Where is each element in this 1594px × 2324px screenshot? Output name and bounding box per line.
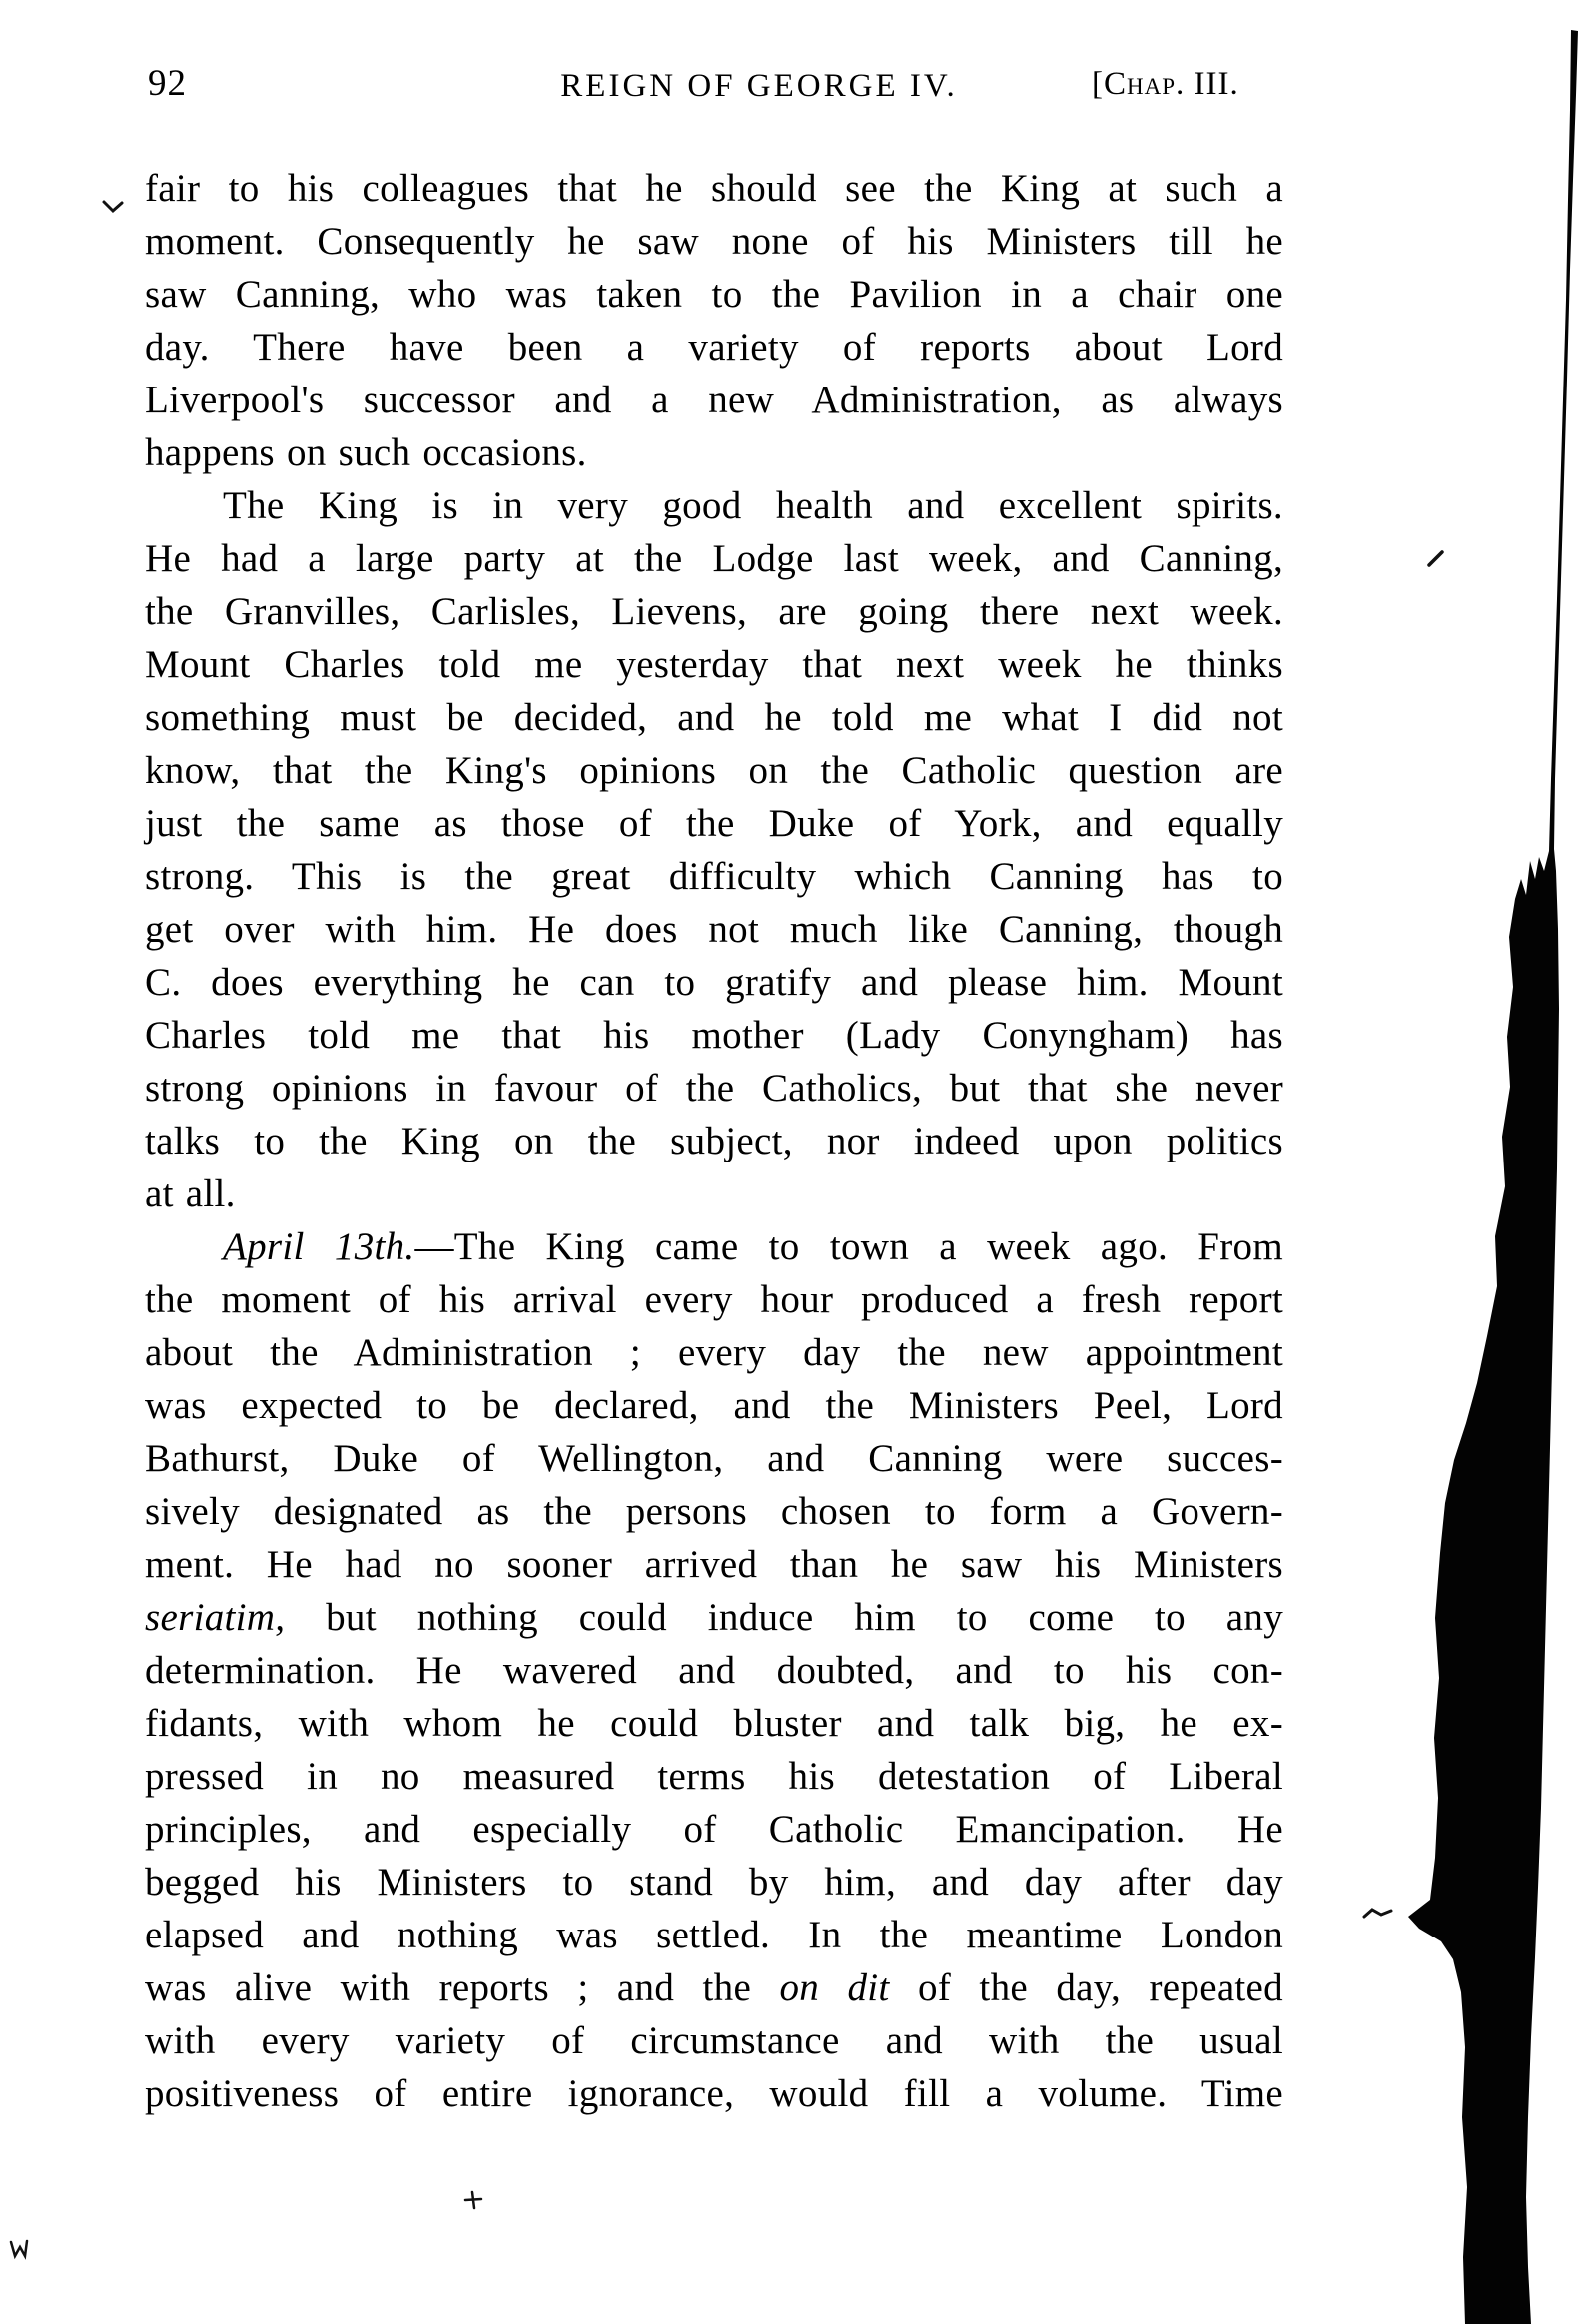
text-segment: The King is in very good health and excellent spirits. xyxy=(223,484,1283,527)
text-line xyxy=(145,1009,1283,1062)
text-segment: determination. He wavered and doubted, and to his con- xyxy=(145,1649,1283,1692)
text-line xyxy=(145,1379,1283,1432)
running-title: REIGN OF GEORGE IV. xyxy=(560,68,958,104)
text-line xyxy=(145,1803,1283,1856)
text-segment: the moment of his arrival every hour produced a fresh report xyxy=(145,1278,1283,1321)
ink-speck-bottom-left xyxy=(11,2241,27,2256)
pen-tick-right-margin xyxy=(1429,552,1442,565)
italic-text-segment: on dit xyxy=(779,1966,890,2009)
text-segment: Charles told me that his mother (Lady Conyngham) has xyxy=(145,1014,1283,1057)
text-line xyxy=(145,1326,1283,1379)
text-segment: sively designated as the persons chosen to form a Govern- xyxy=(145,1490,1283,1533)
text-line xyxy=(145,1062,1283,1115)
text-segment: principles, and especially of Catholic Emancipation. He xyxy=(145,1808,1283,1851)
text-line xyxy=(145,1644,1283,1697)
text-line xyxy=(145,321,1283,374)
text-line xyxy=(145,479,1283,532)
text-segment: positiveness of entire ignorance, would fill a volume. Time xyxy=(145,2072,1283,2115)
italic-text-segment: seriatim, xyxy=(145,1596,286,1639)
text-line xyxy=(145,956,1283,1009)
text-line xyxy=(145,1856,1283,1909)
ink-speck-bottom-center xyxy=(465,2192,481,2208)
text-line xyxy=(145,532,1283,585)
text-segment: happens on such occasions. xyxy=(145,431,587,474)
text-line xyxy=(145,1485,1283,1538)
page-text xyxy=(145,162,1283,2120)
text-line xyxy=(145,2014,1283,2067)
text-segment: with every variety of circumstance and with the usual xyxy=(145,2019,1283,2062)
text-line xyxy=(145,1750,1283,1803)
text-segment: elapsed and nothing was settled. In the meantime London xyxy=(145,1914,1283,1956)
text-line xyxy=(145,374,1283,426)
text-line xyxy=(145,1220,1283,1273)
text-line xyxy=(145,268,1283,321)
text-line xyxy=(145,1273,1283,1326)
text-segment: saw Canning, who was taken to the Pavilion in a chair one xyxy=(145,273,1283,316)
text-line xyxy=(145,1167,1283,1220)
text-segment: know, that the King's opinions on the Catholic question are xyxy=(145,749,1283,792)
text-segment: fair to his colleagues that he should see the King at such a xyxy=(145,167,1283,210)
text-line xyxy=(145,1591,1283,1644)
text-line xyxy=(145,1538,1283,1591)
pen-tick-left-margin xyxy=(104,202,122,211)
text-line xyxy=(145,2067,1283,2120)
text-segment: strong. This is the great difficulty which Canning has to xyxy=(145,855,1283,898)
text-line xyxy=(145,585,1283,638)
chapter-marker: [Chap. III. xyxy=(1092,66,1239,102)
text-line xyxy=(145,215,1283,268)
text-segment: was expected to be declared, and the Ministers Peel, Lord xyxy=(145,1384,1283,1427)
text-segment: talks to the King on the subject, nor indeed upon politics xyxy=(145,1120,1283,1162)
text-segment: pressed in no measured terms his detestation of Liberal xyxy=(145,1755,1283,1798)
text-line xyxy=(145,1115,1283,1167)
text-segment: something must be decided, and he told me what I did not xyxy=(145,696,1283,739)
text-line xyxy=(145,903,1283,956)
text-segment: of the day, repeated xyxy=(889,1966,1283,2009)
text-segment: strong opinions in favour of the Catholics, but that she never xyxy=(145,1067,1283,1110)
text-segment: fidants, with whom he could bluster and talk big, he ex- xyxy=(145,1702,1283,1745)
text-line xyxy=(145,744,1283,797)
text-line xyxy=(145,797,1283,850)
text-line xyxy=(145,691,1283,744)
text-segment: just the same as those of the Duke of York, and equally xyxy=(145,802,1283,845)
text-segment: day. There have been a variety of reports about Lord xyxy=(145,326,1283,369)
text-line xyxy=(145,1909,1283,1961)
text-segment: Liverpool's successor and a new Administration, as always xyxy=(145,379,1283,421)
page-number: 92 xyxy=(148,63,187,104)
pen-tick-lower-right xyxy=(1364,1910,1391,1917)
text-segment: at all. xyxy=(145,1172,236,1215)
text-segment: get over with him. He does not much like Canning, though xyxy=(145,908,1283,951)
text-segment: —The King came to town a week ago. From xyxy=(414,1225,1283,1268)
text-line xyxy=(145,1961,1283,2014)
text-segment: Mount Charles told me yesterday that next week he thinks xyxy=(145,643,1283,686)
text-segment: was alive with reports ; and the xyxy=(145,1966,780,2009)
text-segment: the Granvilles, Carlisles, Lievens, are going there next week. xyxy=(145,590,1283,633)
ink-streak-and-blotch xyxy=(1408,30,1578,2324)
text-segment: He had a large party at the Lodge last week, and Canning, xyxy=(145,537,1283,580)
text-line xyxy=(145,638,1283,691)
italic-text-segment: April 13th. xyxy=(223,1225,415,1268)
text-segment: about the Administration ; every day the new appointment xyxy=(145,1331,1283,1374)
text-line xyxy=(145,162,1283,215)
text-line xyxy=(145,1432,1283,1485)
text-segment: C. does everything he can to gratify and please him. Mount xyxy=(145,961,1283,1004)
text-segment: Bathurst, Duke of Wellington, and Canning were succes- xyxy=(145,1437,1283,1480)
text-line xyxy=(145,850,1283,903)
text-segment: begged his Ministers to stand by him, and day after day xyxy=(145,1861,1283,1904)
text-line xyxy=(145,426,1283,479)
text-line xyxy=(145,1697,1283,1750)
text-segment: but nothing could induce him to come to any xyxy=(285,1596,1283,1639)
text-segment: moment. Consequently he saw none of his Ministers till he xyxy=(145,220,1283,263)
text-segment: ment. He had no sooner arrived than he saw his Ministers xyxy=(145,1543,1283,1586)
